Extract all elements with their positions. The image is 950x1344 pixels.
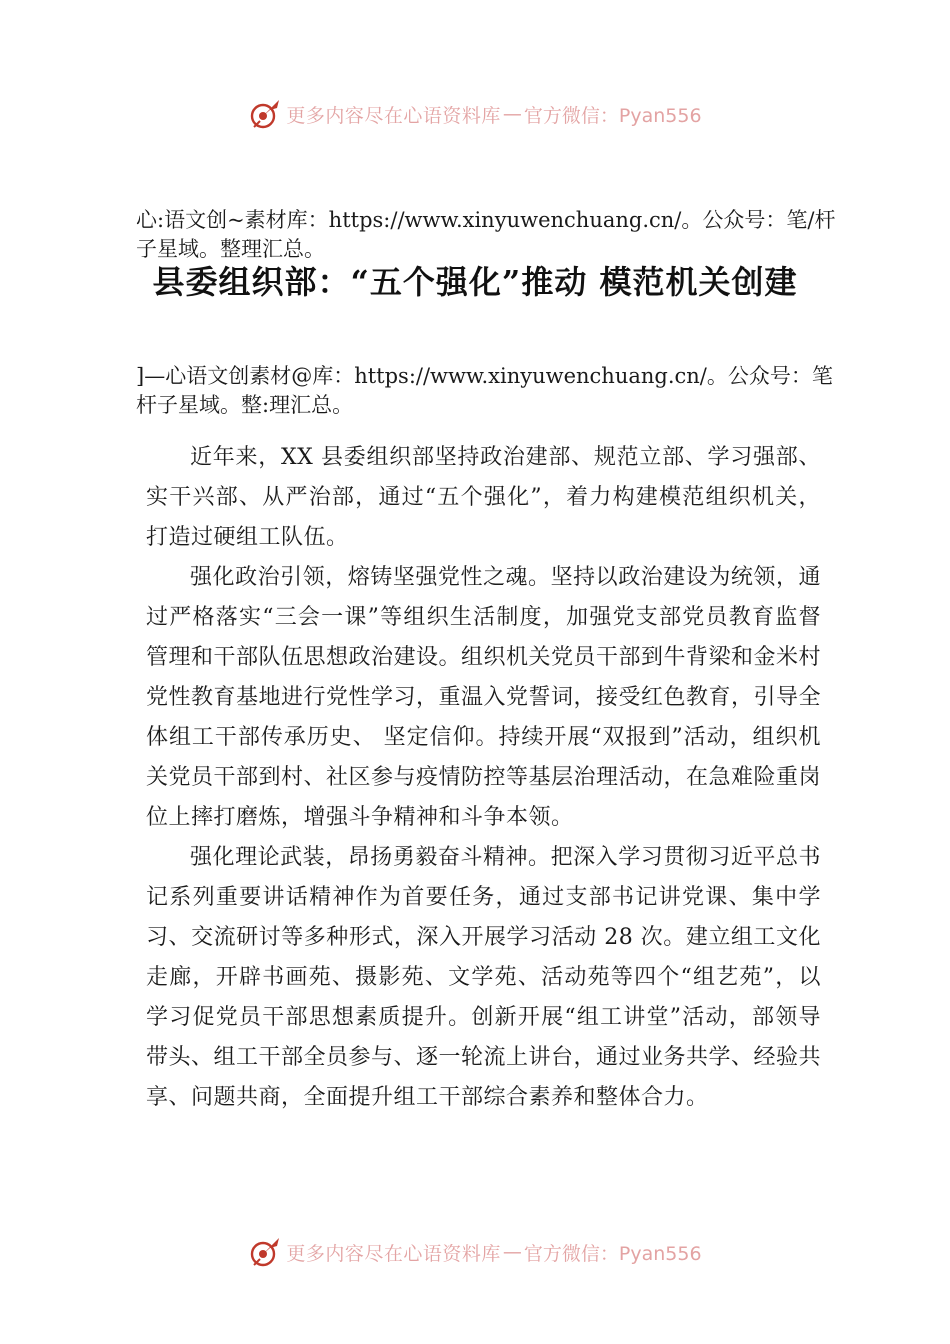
paragraph: 强化理论武装，昂扬勇毅奋斗精神。把深入学习贯彻习近平总书记系列重要讲话精神作为首要任务，通过支部书记讲党课、集中学习、交流研讨等多种形式，深入开展学习活动 28 次。建立组工文化走廊，开辟书画苑、摄影苑、文学苑、活动苑等四个“组艺苑”，以学习促党员干部思想素质提升。创新开展“组工讲堂”活动，部领导带头、组工干部全员参与、逐一轮流上讲台，通过业务共学、经验共享、问题共商，全面提升组工干部综合素养和整体合力。	[146, 845, 822, 1110]
document-body	[146, 438, 821, 1118]
watermark-wechat: 官方微信：Pyan556	[523, 104, 702, 127]
header-watermark	[0, 94, 950, 134]
watermark-wechat: 官方微信：Pyan556	[523, 1242, 702, 1265]
source-note-middle: ]—心语文创素材@库：https://www.xinyuwenchuang.cn/。公众号：笔杆子星域。整:理汇总。	[136, 364, 833, 417]
watermark-separator: —	[502, 1241, 522, 1263]
paragraph: 强化政治引领，熔铸坚强党性之魂。坚持以政治建设为统领，通过严格落实“三会一课”等组织生活制度，加强党支部党员教育监督管理和干部队伍思想政治建设。组织机关党员干部到牛背梁和金米村党性教育基地进行党性学习，重温入党誓词，接受红色教育，引导全体组工干部传承历史、 坚定信仰。持续开展“双报到”活动，组织机关党员干部到村、社区参与疫情防控等基层治理活动，在急难险重岗位上摔打磨炼，增强斗争精神和斗争本领。	[146, 565, 822, 830]
quill-logo-icon	[248, 97, 282, 131]
watermark-text: 更多内容尽在心语资料库	[286, 104, 501, 127]
watermark-separator: —	[502, 103, 522, 125]
watermark-text: 更多内容尽在心语资料库	[286, 1242, 501, 1265]
footer-watermark	[0, 1232, 950, 1272]
source-note-top: 心:语文创~素材库：https://www.xinyuwenchuang.cn/。公众号：笔/杆子星域。整理汇总。	[136, 208, 836, 261]
paragraph: 近年来，XX 县委组织部坚持政治建部、规范立部、学习强部、实干兴部、从严治部，通过“五个强化”，着力构建模范组织机关，打造过硬组工队伍。	[146, 445, 821, 550]
quill-logo-icon	[248, 1235, 282, 1269]
document-title: 县委组织部：“五个强化”推动 模范机关创建	[152, 263, 798, 301]
